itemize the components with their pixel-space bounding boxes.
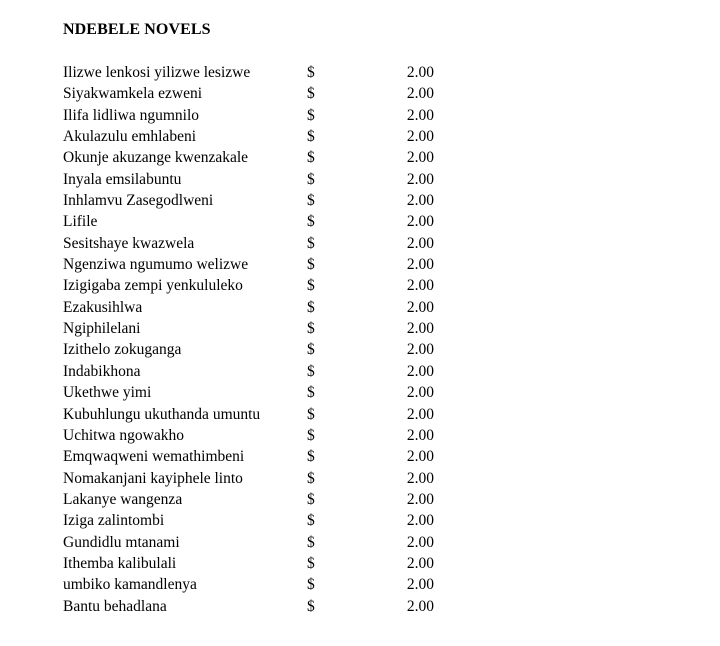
currency-symbol: $ — [307, 320, 315, 338]
list-item — [0, 62, 720, 83]
list-item — [0, 105, 720, 126]
currency-symbol: $ — [307, 469, 315, 487]
currency-symbol: $ — [307, 64, 315, 81]
novel-price: 2.00 — [406, 128, 434, 146]
currency-symbol: $ — [307, 256, 315, 274]
currency-symbol: $ — [307, 405, 315, 423]
novel-price: 2.00 — [406, 384, 434, 402]
novel-title: Gundidlu mtanami — [63, 533, 180, 551]
list-item — [0, 254, 720, 275]
novel-price: 2.00 — [406, 597, 434, 615]
novel-title: Uchitwa ngowakho — [63, 426, 184, 444]
currency-symbol: $ — [307, 149, 315, 167]
currency-symbol: $ — [307, 234, 315, 252]
novel-title: Sesitshaye kwazwela — [63, 234, 195, 252]
currency-symbol: $ — [307, 192, 315, 210]
list-item — [0, 147, 720, 168]
novel-price: 2.00 — [406, 469, 434, 487]
currency-symbol: $ — [307, 597, 315, 615]
novel-title: Emqwaqweni wemathimbeni — [63, 448, 245, 466]
page-title: NDEBELE NOVELS — [63, 21, 211, 38]
novel-price: 2.00 — [406, 213, 434, 231]
currency-symbol: $ — [307, 426, 315, 444]
list-item — [0, 425, 720, 446]
list-item — [0, 553, 720, 574]
novel-price: 2.00 — [406, 320, 434, 338]
novel-price: 2.00 — [406, 341, 434, 359]
novel-price: 2.00 — [406, 277, 434, 295]
currency-symbol: $ — [307, 576, 315, 594]
novel-price: 2.00 — [406, 256, 434, 274]
list-item — [0, 126, 720, 147]
list-item — [0, 233, 720, 254]
list-item — [0, 361, 720, 382]
currency-symbol: $ — [307, 213, 315, 231]
currency-symbol: $ — [307, 362, 315, 380]
novel-price: 2.00 — [406, 533, 434, 551]
list-item — [0, 211, 720, 232]
list-item — [0, 596, 720, 617]
novel-price: 2.00 — [406, 106, 434, 124]
novel-title: Inhlamvu Zasegodlweni — [63, 192, 214, 210]
novel-price: 2.00 — [406, 362, 434, 380]
list-item — [0, 382, 720, 403]
currency-symbol: $ — [307, 448, 315, 466]
currency-symbol: $ — [307, 533, 315, 551]
novel-title: Okunje akuzange kwenzakale — [63, 149, 249, 167]
novel-price: 2.00 — [406, 576, 434, 594]
novel-title: Iziga zalintombi — [63, 512, 165, 530]
novel-price: 2.00 — [406, 192, 434, 210]
currency-symbol: $ — [307, 554, 315, 572]
novel-price: 2.00 — [406, 490, 434, 508]
novel-title: Izithelo zokuganga — [63, 341, 182, 359]
list-item — [0, 83, 720, 104]
currency-symbol: $ — [307, 512, 315, 530]
currency-symbol: $ — [307, 384, 315, 402]
list-item — [0, 404, 720, 425]
currency-symbol: $ — [307, 85, 315, 103]
novel-title: Ilizwe lenkosi yilizwe lesizwe — [63, 64, 251, 81]
list-item — [0, 510, 720, 531]
currency-symbol: $ — [307, 490, 315, 508]
novel-title: Izigigaba zempi yenkululeko — [63, 277, 243, 295]
novel-title: Bantu behadlana — [63, 597, 167, 615]
novel-title: Ithemba kalibulali — [63, 554, 177, 572]
novel-price: 2.00 — [406, 149, 434, 167]
list-item — [0, 190, 720, 211]
novel-price: 2.00 — [406, 64, 434, 81]
novel-title: Akulazulu emhlabeni — [63, 128, 196, 146]
list-item — [0, 297, 720, 318]
novel-title: Indabikhona — [63, 362, 141, 380]
currency-symbol: $ — [307, 277, 315, 295]
list-item — [0, 574, 720, 595]
list-item — [0, 468, 720, 489]
novel-title: Kubuhlungu ukuthanda umuntu — [63, 405, 261, 423]
novel-title: umbiko kamandlenya — [63, 576, 197, 594]
currency-symbol: $ — [307, 106, 315, 124]
list-item — [0, 339, 720, 360]
novel-price: 2.00 — [406, 234, 434, 252]
novel-price: 2.00 — [406, 512, 434, 530]
novel-price: 2.00 — [406, 426, 434, 444]
novel-title: Ngiphilelani — [63, 320, 141, 338]
novel-price: 2.00 — [406, 85, 434, 103]
novel-price: 2.00 — [406, 554, 434, 572]
novel-title: Lifile — [63, 213, 98, 231]
list-item — [0, 275, 720, 296]
novel-title: Nomakanjani kayiphele linto — [63, 469, 243, 487]
novel-price: 2.00 — [406, 298, 434, 316]
novel-title: Ukethwe yimi — [63, 384, 152, 402]
list-item — [0, 489, 720, 510]
novel-title: Ezakusihlwa — [63, 298, 143, 316]
novel-title: Ngenziwa ngumumo welizwe — [63, 256, 249, 274]
list-item — [0, 532, 720, 553]
list-item — [0, 169, 720, 190]
novel-title: Lakanye wangenza — [63, 490, 183, 508]
novel-price: 2.00 — [406, 170, 434, 188]
currency-symbol: $ — [307, 128, 315, 146]
currency-symbol: $ — [307, 298, 315, 316]
list-item — [0, 318, 720, 339]
novel-title: Inyala emsilabuntu — [63, 170, 182, 188]
novel-price: 2.00 — [406, 405, 434, 423]
novel-title: Ilifa lidliwa ngumnilo — [63, 106, 200, 124]
novel-price-list — [0, 62, 720, 617]
currency-symbol: $ — [307, 170, 315, 188]
novel-title: Siyakwamkela ezweni — [63, 85, 203, 103]
novel-price: 2.00 — [406, 448, 434, 466]
list-item — [0, 446, 720, 467]
currency-symbol: $ — [307, 341, 315, 359]
